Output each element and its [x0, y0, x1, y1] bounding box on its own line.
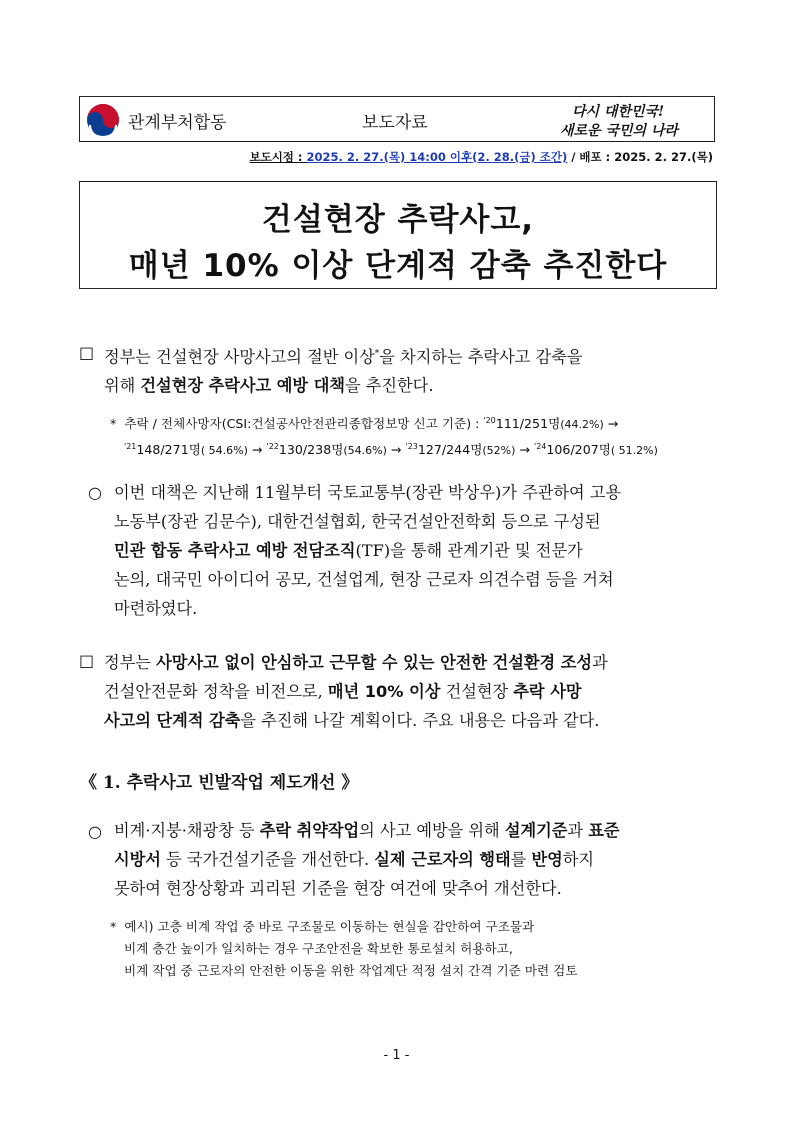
square-bullet: □ [79, 651, 95, 670]
page-number: - 1 - [383, 1048, 410, 1063]
paragraph-4: 비계·지붕·채광창 등 추락 취약작업의 사고 예방을 위해 설계기준과 표준 시방서 등 국가건설기준을 개선한다. 실제 근로자의 행태를 반영하지 못하여 현장상황과 괴리된 기준을 현장 여건에 맞추어 개선한다. [114, 821, 620, 898]
press-release-label: 보도자료 [362, 113, 428, 133]
footnote-example: * 예시) 고층 비계 작업 중 바로 구조물로 이동하는 현실을 감안하여 구조물과 비계 층간 높이가 일치하는 경우 구조안전을 확보한 통로설치 허용하고, 비계 작업 중 근로자의 안전한 이동을 위한 작업계단 적정 설치 간격 기준 마련 검토 [110, 919, 578, 978]
embargo-line [249, 149, 713, 165]
press-header [79, 96, 715, 142]
section-heading: 《 1. 추락사고 빈발작업 제도개선 》 [80, 773, 359, 793]
title-box [79, 181, 717, 289]
square-bullet: □ [79, 343, 95, 362]
embargo-paper: (2. 28.(금) 조간) [472, 150, 568, 164]
title-line-2: 매년 10% 이상 단계적 감축 추진한다 [128, 248, 668, 284]
paragraph-3: 정부는 사망사고 없이 안심하고 근무할 수 있는 안전한 건설환경 조성과 건설안전문화 정착을 비전으로, 매년 10% 이상 건설현장 추락 사망 사고의 단계적 감축을 추진해 나갈 계획이다. 주요 내용은 다음과 같다. [104, 653, 608, 730]
circle-bullet: ○ [88, 483, 102, 502]
title-line-1: 건설현장 추락사고, [261, 202, 535, 238]
paragraph-2: 이번 대책은 지난해 11월부터 국토교통부(장관 박상우)가 주관하여 고용 노동부(장관 김문수), 대한건설협회, 한국건설안전학회 등으로 구성된 민관 합동 추락사고 예방 전담조직(TF)을 통해 관계기관 및 전문가 논의, 대국민 아이디어 공모, 건설업계, 현장 근로자 의견수렴 등을 거쳐 마련하였다. [114, 483, 622, 618]
distribution-date: / 배포 : 2025. 2. 27.(목) [567, 150, 713, 164]
embargo-label: 보도시점 : [249, 150, 307, 164]
taeguk-logo-icon [86, 103, 120, 137]
slogan-line-1: 다시 대한민국! [572, 104, 665, 120]
circle-bullet: ○ [88, 822, 102, 841]
footnote-statistics: * 추락 / 전체사망자(CSI:건설공사안전관리종합정보망 신고 기준) : $^{'20}$111/251명(44.2%) → $^{'21}$148/271명( 54.6%) → $^{'22}$130/238명(54.6%) → $^{'23}$127/244명(52%) → $^{'24}$106/207명( 51.2%) [110, 416, 658, 457]
paragraph-1: 정부는 건설현장 사망사고의 절반 이상*을 차지하는 추락사고 감축을 위해 건설현장 추락사고 예방 대책을 추진한다. [104, 347, 583, 396]
org-name: 관계부처합동 [128, 113, 227, 133]
embargo-date: 2025. 2. 27.(목) 14:00 이후 [306, 150, 473, 164]
slogan-line-2: 새로운 국민의 나라 [560, 123, 678, 139]
slogan-calligraphy [550, 99, 710, 141]
